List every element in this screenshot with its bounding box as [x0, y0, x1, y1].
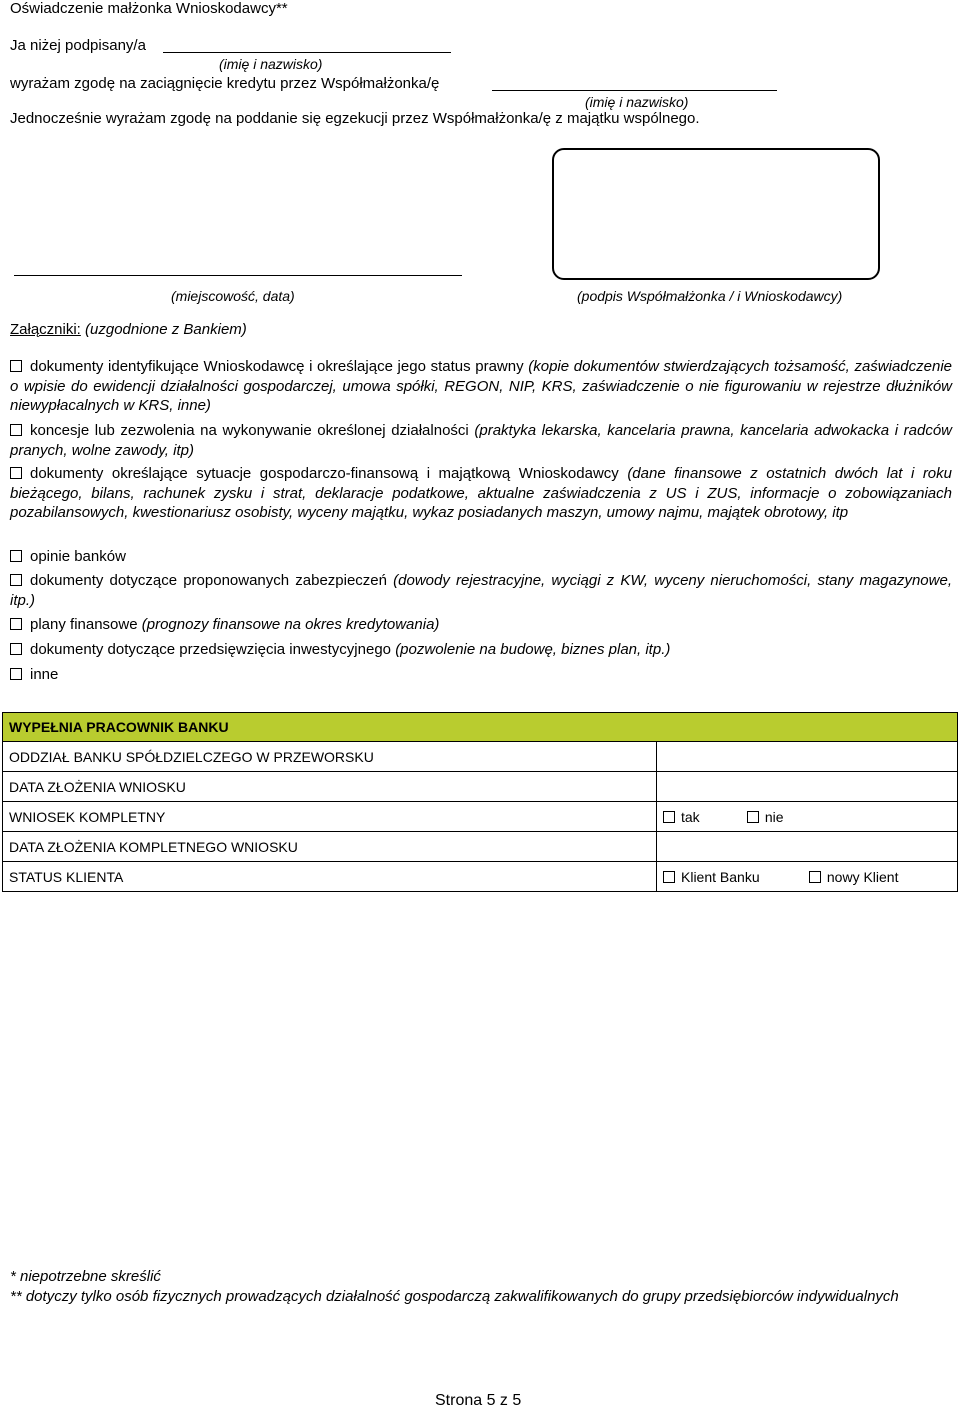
- attachment-item-bank-opinions: [10, 547, 952, 567]
- spouse-name-caption: (imię i nazwisko): [585, 94, 689, 110]
- attachment-item-licenses: [10, 421, 952, 460]
- declarant-label: Ja niżej podpisany/a: [10, 37, 146, 54]
- branch-field[interactable]: [657, 742, 958, 772]
- attachment-item-collateral: [10, 571, 952, 610]
- option-yes[interactable]: [663, 809, 743, 825]
- attachment-item-financial: [10, 464, 952, 523]
- checkbox[interactable]: [10, 424, 22, 436]
- option-no[interactable]: [747, 809, 784, 825]
- declarant-name-line[interactable]: [163, 52, 451, 53]
- checkbox[interactable]: [10, 668, 22, 680]
- attachment-note: (pozwolenie na budowę, biznes plan, itp.): [395, 641, 671, 658]
- footnote-2: ** dotyczy tylko osób fizycznych prowadzących działalność gospodarczą zakwalifikowanych do grupy przedsiębiorców indywidualnych: [10, 1288, 899, 1305]
- row-label: DATA ZŁOŻENIA KOMPLETNEGO WNIOSKU: [3, 832, 657, 862]
- client-status-options: [657, 862, 958, 892]
- attachment-text: dokumenty identyfikujące Wnioskodawcę i określające jego status prawny: [30, 358, 524, 375]
- table-row: [3, 742, 958, 772]
- attachment-text: koncesje lub zezwolenia na wykonywanie określonej działalności: [30, 422, 469, 439]
- declarant-name-caption: (imię i nazwisko): [219, 56, 323, 72]
- attachment-text: opinie banków: [30, 548, 126, 565]
- complete-options: [657, 802, 958, 832]
- complete-date-field[interactable]: [657, 832, 958, 862]
- checkbox[interactable]: [10, 643, 22, 655]
- attachment-text: plany finansowe: [30, 616, 138, 633]
- attachments-heading: [10, 321, 247, 338]
- attachments-label: Załączniki:: [10, 321, 81, 338]
- row-label: WNIOSEK KOMPLETNY: [3, 802, 657, 832]
- consent-label: wyrażam zgodę na zaciągnięcie kredytu przez Współmałżonka/ę: [10, 75, 440, 92]
- table-row: [3, 772, 958, 802]
- table-row: [3, 802, 958, 832]
- checkbox[interactable]: [809, 871, 821, 883]
- spouse-name-line[interactable]: [492, 90, 777, 91]
- option-label: nowy Klient: [826, 868, 899, 885]
- enforcement-consent: Jednocześnie wyrażam zgodę na poddanie się egzekucji przez Współmałżonka/ę z majątku wspólnego.: [10, 110, 700, 127]
- option-existing-client[interactable]: [663, 869, 805, 885]
- attachment-item-identity: [10, 357, 952, 416]
- checkbox[interactable]: [10, 467, 22, 479]
- form-title: Oświadczenie małżonka Wnioskodawcy**: [10, 0, 288, 17]
- attachment-item-investment: [10, 640, 952, 660]
- attachment-text: dokumenty dotyczące proponowanych zabezpieczeń: [30, 572, 387, 589]
- attachment-note: (dane finansowe z ostatnich dwóch lat i roku bieżącego, bilans, rachunek zysku i strat, deklaracje podatkowe, aktualne zaświadczenia z US i ZUS, informacje o zobowiązaniach pozabilansowych, kwestionariusz osobisty, wyceny majątku, wykaz posiadanych maszyn, umowy najmu, majątek obrotowy, itp: [10, 465, 952, 521]
- checkbox[interactable]: [10, 360, 22, 372]
- checkbox[interactable]: [663, 871, 675, 883]
- checkbox[interactable]: [10, 550, 22, 562]
- page-number: Strona 5 z 5: [435, 1392, 522, 1409]
- option-label: nie: [764, 808, 784, 825]
- bank-table-header: WYPEŁNIA PRACOWNIK BANKU: [3, 713, 958, 742]
- row-label: ODDZIAŁ BANKU SPÓŁDZIELCZEGO W PRZEWORSKU: [3, 742, 657, 772]
- attachment-note: (praktyka lekarska, kancelaria prawna, kancelaria adwokacka i radców pranych, wolne zawody, itp): [10, 422, 953, 459]
- option-label: Klient Banku: [681, 868, 760, 885]
- row-label: STATUS KLIENTA: [3, 862, 657, 892]
- attachment-note: (dowody rejestracyjne, wyciągi z KW, wyceny nieruchomości, stany magazynowe, itp.): [10, 572, 952, 609]
- attachment-note: (prognozy finansowe na okres kredytowania): [141, 616, 440, 633]
- checkbox[interactable]: [10, 574, 22, 586]
- attachment-item-financial-plans: [10, 615, 952, 635]
- attachment-note: (kopie dokumentów stwierdzających tożsamość, zaświadczenie o wpisie do ewidencji działalności gospodarczej, umowa spółki, REGON, NIP, KRS, zaświadczenie o nie figurowaniu w rejestrze dłużników niewypłacalnych w KRS, inne): [10, 358, 953, 414]
- table-row: [3, 862, 958, 892]
- option-new-client[interactable]: [809, 869, 899, 885]
- place-date-caption: (miejscowość, data): [171, 288, 295, 304]
- signature-caption: (podpis Współmałżonka / i Wnioskodawcy): [577, 288, 843, 304]
- submission-date-field[interactable]: [657, 772, 958, 802]
- footnote-1: * niepotrzebne skreślić: [10, 1268, 161, 1285]
- row-label: DATA ZŁOŻENIA WNIOSKU: [3, 772, 657, 802]
- place-date-line[interactable]: [14, 275, 462, 276]
- bank-use-table: [2, 712, 958, 892]
- attachment-text: inne: [30, 666, 59, 683]
- checkbox[interactable]: [747, 811, 759, 823]
- checkbox[interactable]: [663, 811, 675, 823]
- checkbox[interactable]: [10, 618, 22, 630]
- attachments-note: (uzgodnione z Bankiem): [85, 321, 247, 338]
- attachment-text: dokumenty określające sytuacje gospodarczo-finansową i majątkową Wnioskodawcy: [30, 465, 619, 482]
- attachment-text: dokumenty dotyczące przedsięwzięcia inwestycyjnego: [30, 641, 392, 658]
- table-row: [3, 832, 958, 862]
- attachment-item-other: [10, 665, 952, 685]
- option-label: tak: [681, 808, 700, 825]
- signature-box[interactable]: [552, 148, 880, 280]
